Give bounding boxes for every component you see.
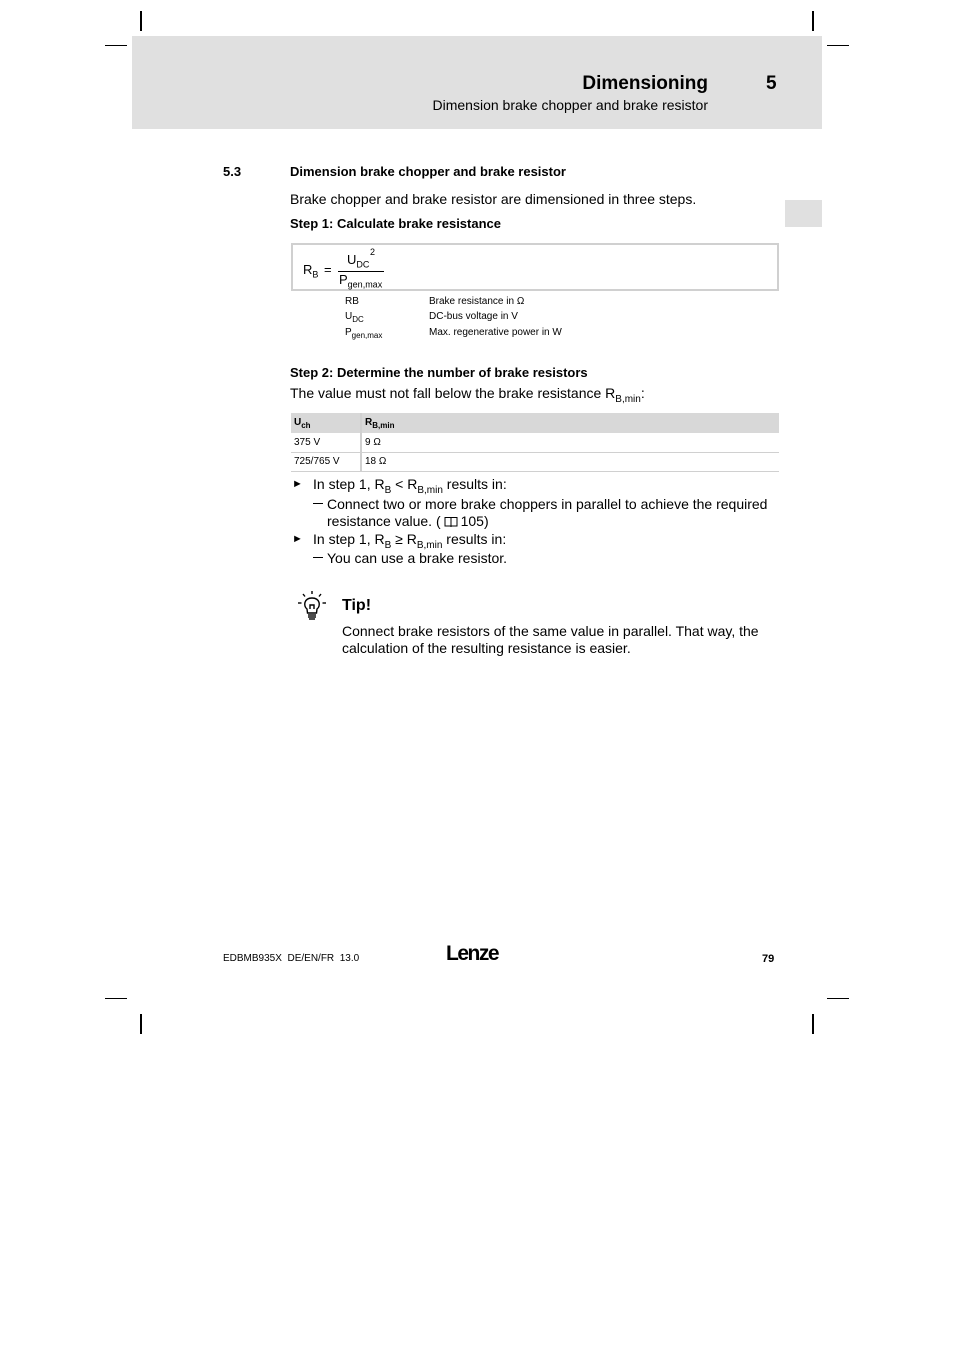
legend-description: Max. regenerative power in W xyxy=(429,327,562,338)
chapter-subtitle: Dimension brake chopper and brake resistor xyxy=(432,97,708,113)
footer-doc-id: EDBMB935X DE/EN/FR 13.0 xyxy=(223,953,360,964)
crop-mark xyxy=(812,1014,814,1034)
bullet-item: In step 1, $R_B < R_{B,min}$ results in: xyxy=(313,476,507,496)
section-number: 5.3 xyxy=(223,164,242,179)
legend-symbol: $P_{gen,max}$ xyxy=(345,327,383,340)
section-intro: Brake chopper and brake resistor are dimensioned in three steps. xyxy=(290,191,697,207)
crop-mark xyxy=(105,45,127,46)
table-cell: 18 Ω xyxy=(361,452,779,471)
crop-mark xyxy=(812,11,814,31)
tip-title: Tip! xyxy=(342,597,372,614)
lightbulb-icon xyxy=(297,590,327,627)
crop-mark xyxy=(827,998,849,999)
page-number: 79 xyxy=(762,953,775,965)
table-header-cell: $U_{ch}$ xyxy=(291,413,361,433)
chapter-title: Dimensioning xyxy=(582,73,708,94)
formula-lhs: $R_B$ xyxy=(303,262,319,280)
section-title: Dimension brake chopper and brake resistor xyxy=(290,164,566,179)
crop-mark xyxy=(827,45,849,46)
table-cell: 9 Ω xyxy=(361,433,779,452)
step2-heading: Step 2: Determine the number of brake resistors xyxy=(290,365,588,380)
step1-heading: Step 1: Calculate brake resistance xyxy=(290,216,501,231)
legend-symbol: $U_{DC}$ xyxy=(345,311,364,324)
tip-text: Connect brake resistors of the same value in parallel. That way, the calculation of the resulting resistance is easier. xyxy=(342,623,759,656)
dash-marker xyxy=(313,557,323,558)
header-band xyxy=(132,36,822,129)
bullet-item: In step 1, $R_B \ge R_{B,min}$ results in: xyxy=(313,531,507,551)
chapter-side-tab xyxy=(785,200,822,227)
formula-exponent: 2 xyxy=(370,247,376,257)
chapter-number: 5 xyxy=(766,73,777,94)
formula-denominator: $P_{gen,max}$ xyxy=(339,272,383,290)
legend-description: DC-bus voltage in V xyxy=(429,311,518,322)
crop-mark xyxy=(140,11,142,31)
book-reference-icon xyxy=(444,514,458,531)
formula-numerator: $U_{DC}$ xyxy=(347,252,370,270)
table-cell: 725/765 V xyxy=(291,452,361,471)
dash-marker xyxy=(313,503,323,504)
dash-item: You can use a brake resistor. xyxy=(327,550,508,566)
bullet-marker: ► xyxy=(292,478,303,490)
lenze-logo: Lenze xyxy=(446,942,499,965)
page-reference[interactable]: 105) xyxy=(460,513,489,529)
table-row xyxy=(291,433,779,452)
crop-mark xyxy=(105,998,127,999)
table-header-row xyxy=(291,413,779,433)
legend-description: Brake resistance in Ω xyxy=(429,296,525,307)
legend-symbol: RB xyxy=(345,296,359,307)
table-row xyxy=(291,452,779,471)
table-header-cell: $R_{B,min}$ xyxy=(361,413,779,433)
table-cell: 375 V xyxy=(291,433,361,452)
bullet-marker: ► xyxy=(292,533,303,545)
formula-equals: = xyxy=(324,262,332,277)
step2-text: The value must not fall below the brake resistance $R_{B,min}$: xyxy=(290,385,645,405)
dash-item: Connect two or more brake choppers in parallel to achieve the required resistance value. ( 105) xyxy=(327,496,768,529)
rbmin-table xyxy=(291,413,779,472)
crop-mark xyxy=(140,1014,142,1034)
